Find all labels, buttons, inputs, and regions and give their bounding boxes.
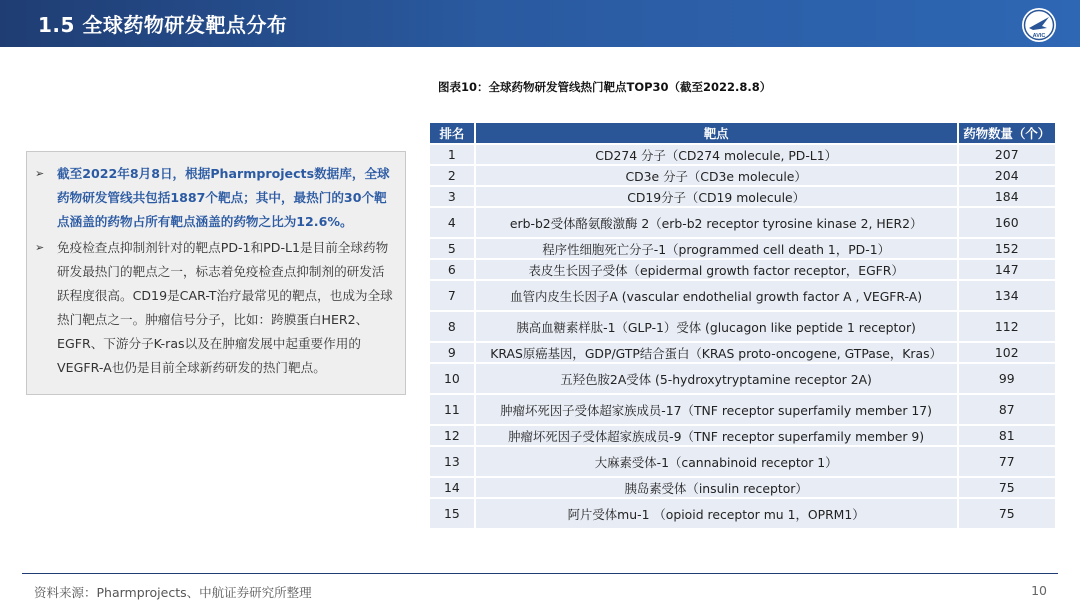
cell-target: KRAS原癌基因，GDP/GTP结合蛋白（KRAS proto-oncogene, GTPase，Kras） xyxy=(476,343,959,362)
page-number: 10 xyxy=(1031,583,1047,598)
cell-count: 204 xyxy=(959,166,1055,185)
cell-target: 胰高血糖素样肽-1（GLP-1）受体 (glucagon like peptide 1 receptor) xyxy=(476,312,959,341)
summary-textbox xyxy=(26,151,406,395)
cell-target: 肿瘤坏死因子受体超家族成员-17（TNF receptor superfamily member 17) xyxy=(476,395,959,424)
cell-rank: 11 xyxy=(430,395,476,424)
cell-target: erb-b2受体酪氨酸激酶 2（erb-b2 receptor tyrosine kinase 2, HER2） xyxy=(476,208,959,237)
table-row xyxy=(430,395,1055,424)
cell-count: 134 xyxy=(959,281,1055,310)
targets-table xyxy=(430,121,1055,530)
cell-rank: 1 xyxy=(430,145,476,164)
cell-target: 表皮生长因子受体（epidermal growth factor receptor，EGFR） xyxy=(476,260,959,279)
figure-caption: 图表10：全球药物研发管线热门靶点TOP30（截至2022.8.8） xyxy=(438,80,772,94)
footer-divider xyxy=(22,573,1058,574)
cell-target: CD274 分子（CD274 molecule, PD-L1） xyxy=(476,145,959,164)
cell-rank: 2 xyxy=(430,166,476,185)
cell-count: 160 xyxy=(959,208,1055,237)
cell-count: 207 xyxy=(959,145,1055,164)
cell-target: CD19分子（CD19 molecule） xyxy=(476,187,959,206)
table-row xyxy=(430,208,1055,237)
header-rank: 排名 xyxy=(430,123,476,143)
bullet-item xyxy=(35,236,397,380)
bullet-arrow-icon: ➢ xyxy=(35,167,45,180)
header-bar xyxy=(0,0,1080,47)
cell-rank: 3 xyxy=(430,187,476,206)
cell-rank: 15 xyxy=(430,499,476,528)
avic-logo-icon xyxy=(1020,6,1058,44)
cell-count: 152 xyxy=(959,239,1055,258)
cell-count: 87 xyxy=(959,395,1055,424)
table-row xyxy=(430,145,1055,164)
cell-rank: 10 xyxy=(430,364,476,393)
table-row xyxy=(430,260,1055,279)
table-row xyxy=(430,499,1055,528)
bullet-item xyxy=(35,162,397,234)
cell-target: 五羟色胺2A受体 (5-hydroxytryptamine receptor 2A) xyxy=(476,364,959,393)
cell-target: 胰岛素受体（insulin receptor） xyxy=(476,478,959,497)
table-row xyxy=(430,239,1055,258)
cell-count: 112 xyxy=(959,312,1055,341)
cell-count: 77 xyxy=(959,447,1055,476)
cell-target: 血管内皮生长因子A (vascular endothelial growth factor A , VEGFR-A) xyxy=(476,281,959,310)
cell-rank: 13 xyxy=(430,447,476,476)
cell-target: 程序性细胞死亡分子-1（programmed cell death 1，PD-1） xyxy=(476,239,959,258)
table-row xyxy=(430,343,1055,362)
cell-rank: 8 xyxy=(430,312,476,341)
header-count: 药物数量（个） xyxy=(959,123,1055,143)
cell-count: 75 xyxy=(959,499,1055,528)
table-row xyxy=(430,281,1055,310)
logo-text: AVIC xyxy=(1032,33,1046,39)
cell-rank: 14 xyxy=(430,478,476,497)
table-row xyxy=(430,187,1055,206)
bullet-arrow-icon: ➢ xyxy=(35,241,45,254)
cell-rank: 9 xyxy=(430,343,476,362)
cell-count: 147 xyxy=(959,260,1055,279)
cell-count: 75 xyxy=(959,478,1055,497)
cell-count: 99 xyxy=(959,364,1055,393)
cell-target: 阿片受体mu-1 （opioid receptor mu 1，OPRM1） xyxy=(476,499,959,528)
cell-rank: 5 xyxy=(430,239,476,258)
table-row xyxy=(430,426,1055,445)
cell-count: 184 xyxy=(959,187,1055,206)
source-note: 资料来源：Pharmprojects、中航证券研究所整理 xyxy=(34,585,312,600)
table-row xyxy=(430,478,1055,497)
table-row xyxy=(430,312,1055,341)
cell-rank: 7 xyxy=(430,281,476,310)
cell-target: 肿瘤坏死因子受体超家族成员-9（TNF receptor superfamily member 9) xyxy=(476,426,959,445)
cell-rank: 6 xyxy=(430,260,476,279)
cell-target: CD3e 分子（CD3e molecule） xyxy=(476,166,959,185)
page-title: 1.5 全球药物研发靶点分布 xyxy=(38,13,288,37)
cell-target: 大麻素受体-1（cannabinoid receptor 1） xyxy=(476,447,959,476)
table-row xyxy=(430,447,1055,476)
header-target: 靶点 xyxy=(476,123,959,143)
cell-count: 102 xyxy=(959,343,1055,362)
cell-rank: 12 xyxy=(430,426,476,445)
bullet-text: 免疫检查点抑制剂针对的靶点PD-1和PD-L1是目前全球药物研发最热门的靶点之一，标志着免疫检查点抑制剂的研发活跃程度很高。CD19是CAR-T治疗最常见的靶点，也成为全球热门靶点之一。肿瘤信号分子，比如：跨膜蛋白HER2、EGFR、下游分子K-ras以及在肿瘤发展中起重要作用的VEGFR-A也仍是目前全球新药研发的热门靶点。 xyxy=(57,240,393,375)
cell-count: 81 xyxy=(959,426,1055,445)
table-row xyxy=(430,166,1055,185)
table-row xyxy=(430,364,1055,393)
table-header-row xyxy=(430,123,1055,143)
cell-rank: 4 xyxy=(430,208,476,237)
bullet-text: 截至2022年8月8日，根据Pharmprojects数据库，全球药物研发管线共包括1887个靶点；其中，最热门的30个靶点涵盖的药物占所有靶点涵盖的药物之比为12.6%。 xyxy=(57,166,390,229)
